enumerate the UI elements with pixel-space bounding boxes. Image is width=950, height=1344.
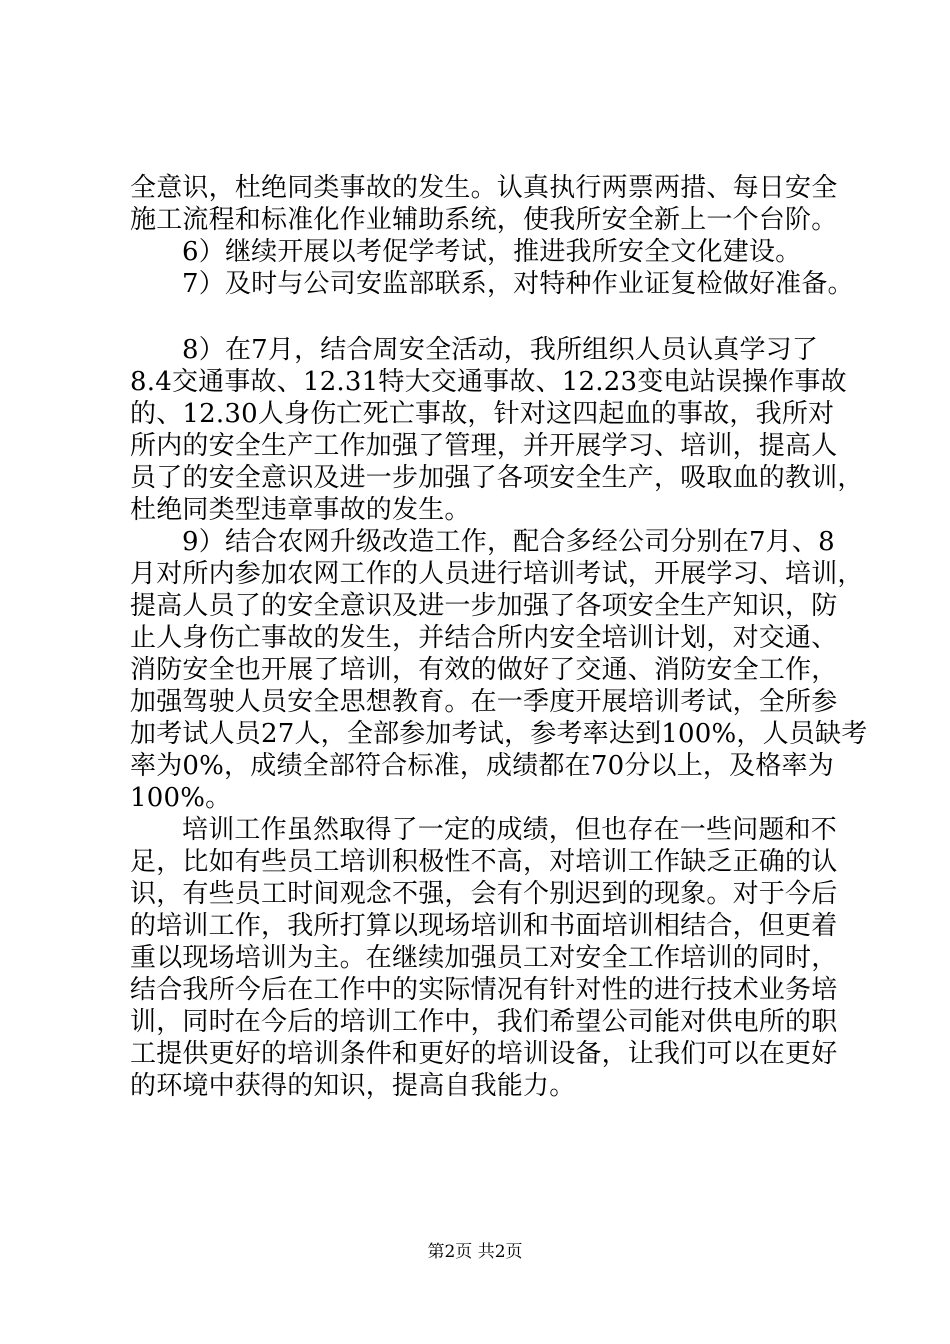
text-line: 的环境中获得的知识，提高自我能力。	[130, 1071, 576, 1101]
text-line: 8.4交通事故、12.31特大交通事故、12.23变电站误操作事故	[130, 367, 847, 397]
text-line: 提高人员了的安全意识及进一步加强了各项安全生产知识，防	[130, 591, 838, 621]
text-line: 8）在7月，结合周安全活动，我所组织人员认真学习了	[182, 335, 819, 365]
text-line: 100%。	[130, 783, 232, 813]
paragraph-gap	[130, 300, 830, 334]
text-line: 培训工作虽然取得了一定的成绩，但也存在一些问题和不	[182, 815, 838, 845]
page-number: 第2页 共2页	[427, 1242, 523, 1262]
text-line: 率为0%，成绩全部符合标准，成绩都在70分以上，及格率为	[130, 751, 834, 781]
text-line: 的、12.30人身伤亡死亡事故，针对这四起血的事故，我所对	[130, 399, 835, 429]
text-line: 杜绝同类型违章事故的发生。	[130, 495, 471, 525]
text-line: 工提供更好的培训条件和更好的培训设备，让我们可以在更好	[130, 1039, 838, 1069]
text-line: 加考试人员27人，全部参加考试，参考率达到100%，人员缺考	[130, 719, 868, 749]
document-body	[130, 172, 868, 1102]
text-line: 员了的安全意识及进一步加强了各项安全生产，吸取血的教训，	[130, 463, 864, 493]
text-line: 训，同时在今后的培训工作中，我们希望公司能对供电所的职	[130, 1007, 838, 1037]
text-line: 识，有些员工时间观念不强，会有个别迟到的现象。对于今后	[130, 879, 838, 909]
page-footer	[0, 1240, 950, 1264]
text-line: 的培训工作，我所打算以现场培训和书面培训相结合，但更着	[130, 911, 838, 941]
text-line: 施工流程和标准化作业辅助系统，使我所安全新上一个台阶。	[130, 205, 838, 235]
text-line: 全意识，杜绝同类事故的发生。认真执行两票两措、每日安全	[130, 173, 838, 203]
text-line: 月对所内参加农网工作的人员进行培训考试，开展学习、培训，	[130, 559, 864, 589]
text-line: 结合我所今后在工作中的实际情况有针对性的进行技术业务培	[130, 975, 838, 1005]
text-line: 止人身伤亡事故的发生，并结合所内安全培训计划，对交通、	[130, 623, 838, 653]
text-line: 足，比如有些员工培训积极性不高，对培训工作缺乏正确的认	[130, 847, 838, 877]
text-line: 消防安全也开展了培训，有效的做好了交通、消防安全工作，	[130, 655, 838, 685]
text-line: 6）继续开展以考促学考试，推进我所安全文化建设。	[182, 237, 802, 267]
text-line: 7）及时与公司安监部联系，对特种作业证复检做好准备。	[182, 269, 854, 299]
text-line: 9）结合农网升级改造工作，配合多经公司分别在7月、8	[182, 527, 835, 557]
text-line: 所内的安全生产工作加强了管理，并开展学习、培训，提高人	[130, 431, 838, 461]
text-line: 重以现场培训为主。在继续加强员工对安全工作培训的同时，	[130, 943, 838, 973]
text-line: 加强驾驶人员安全思想教育。在一季度开展培训考试，全所参	[130, 687, 838, 717]
